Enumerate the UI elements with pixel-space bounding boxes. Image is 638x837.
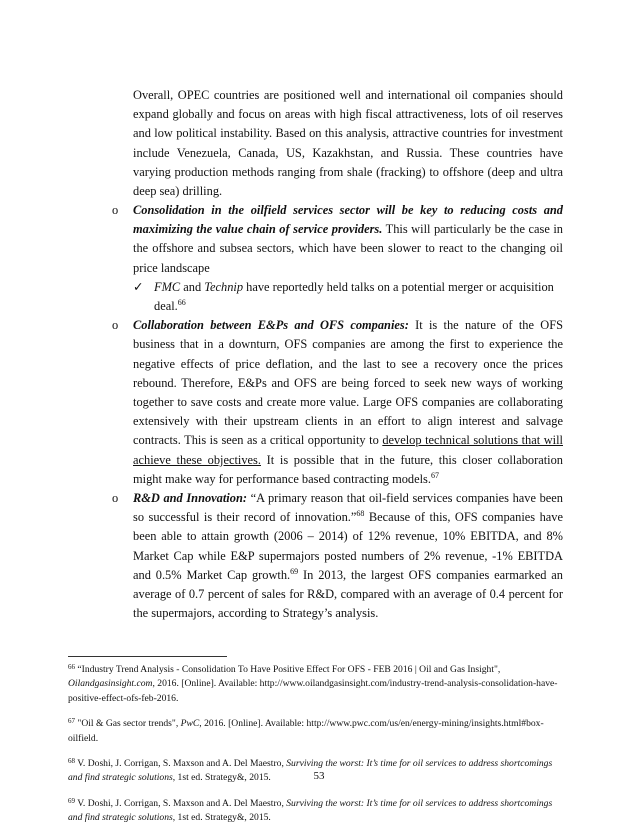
footnote-source: Surviving the worst: It’s time for oil services to address shortcomings and find strategic solutions — [68, 797, 553, 824]
item-heading: R&D and Innovation: — [133, 491, 247, 506]
list-item-consolidation — [112, 201, 563, 278]
footnote-69 — [68, 797, 568, 826]
underlined-text: develop technical solutions that will achieve these objectives. — [133, 433, 563, 467]
footnote-ref-66[interactable]: 66 — [177, 298, 186, 308]
footnote-text: , 1st ed. Strategy&, 2015. — [172, 772, 271, 784]
footnote-number: 69 — [68, 796, 75, 805]
footnote-text: “Industry Trend Analysis - Consolidation To Have Positive Effect For OFS - FEB 2016 | Oil and Gas Insight", — [75, 664, 501, 675]
intro-text: Overall, OPEC countries are positioned well and international oil companies should expand globally and focus on areas with high fiscal attractiveness, lots of oil reserves and low political instability. Based on this analysis, attractive countries for investment include Venezuela, Canada, US, Kazakhstan, and Russia. These countries have varying production methods ranging from shale (fracking) to offshore (deep and ultra deep sea) drilling. — [133, 88, 563, 199]
footnote-text: V. Doshi, J. Corrigan, S. Maxson and A. Del Maestro, — [75, 758, 287, 770]
footnote-text: "Oil & Gas sector trends", — [75, 718, 181, 730]
bullet-marker: o — [112, 318, 119, 333]
footnote-ref-69[interactable]: 69 — [290, 566, 299, 576]
footnote-text: , 2016. [Online]. Available: http://www.pwc.com/us/en/energy-mining/insights.html#box-oilfield. — [68, 718, 544, 744]
footnote-source: Surviving the worst: It’s time for oil services to address shortcomings and find strategic solutions — [68, 758, 553, 784]
list-item-collaboration — [112, 316, 563, 489]
item-heading: Consolidation in the oilfield services sector will be key to reducing costs and maximizing the value chain of service providers. — [133, 203, 563, 237]
company-fmc: FMC — [154, 279, 181, 294]
item-text: Because of this, OFS companies have been able to attain growth (2006 – 2014) of 12% revenue, 10% EBITDA, and 8% Market Cap while E&P supermajors posted numbers of 2% revenue, -1% EBITDA and 0.5% Market Cap growth. — [133, 510, 564, 582]
footnote-text: , 2016. [Online]. Available: http://www.oilandgasinsight.com/industry-trend-analysis-consolidation-have-positive-effect-ofs-feb-2016. — [68, 678, 558, 704]
list-item-rnd — [112, 489, 563, 623]
footnote-text: V. Doshi, J. Corrigan, S. Maxson and A. Del Maestro, — [75, 797, 287, 809]
footnote-source: Oilandgasinsight.com — [68, 678, 153, 690]
intro-paragraph — [133, 86, 563, 201]
item-text: “A primary reason that oil-field services companies have been so successful is their record of innovation.” — [133, 491, 564, 525]
footnote-text: , 1st ed. Strategy&, 2015. — [172, 812, 271, 824]
footnote-66 — [68, 663, 568, 706]
footnote-ref-67[interactable]: 67 — [430, 470, 439, 480]
footnote-67 — [68, 717, 568, 746]
footnote-separator — [68, 656, 227, 657]
sub-and: and — [180, 279, 205, 294]
item-text: In 2013, the largest OFS companies earmarked an average of 0.7 percent of sales for R&D, compared with an average of 0.4 percent for the supermajors, according to Strategy’s analysis. — [133, 567, 563, 621]
footnote-source: PwC — [180, 718, 200, 730]
footnote-number: 66 — [68, 663, 75, 671]
footnote-number: 67 — [68, 717, 75, 726]
item-heading: Collaboration between E&Ps and OFS companies: — [133, 318, 409, 333]
item-text: This will particularly be the case in the offshore and subsea sectors, which have been slower to react to the changing oil price landscape — [133, 222, 563, 275]
bullet-list — [112, 201, 563, 623]
footnotes — [68, 663, 568, 837]
page-number: 53 — [313, 770, 325, 782]
sub-item-fmc-technip — [133, 278, 563, 316]
company-technip: Technip — [204, 279, 244, 294]
bullet-marker: o — [112, 203, 119, 217]
item-text: It is possible that in the future, this closer collaboration might make way for performance based contracting models. — [133, 452, 563, 486]
sub-text: have reportedly held talks on a potential merger or acquisition deal. — [154, 279, 554, 314]
bullet-marker: o — [112, 491, 119, 506]
check-icon: ✓ — [133, 279, 144, 294]
footnote-number: 68 — [68, 757, 75, 766]
footnote-ref-68[interactable]: 68 — [356, 509, 365, 519]
item-text: It is the nature of the OFS business that in a downturn, OFS companies are among the first to experience the negative effects of price deflation, and the last to see a recovery once the prices rebound. Therefore, E&Ps and OFS are being forced to seek new ways of working together to save costs and create more value. Large OFS companies are collaborating extensively with their upstream clients in an effort to align interest and salvage contracts. This is seen as a critical opportunity to — [133, 318, 563, 448]
